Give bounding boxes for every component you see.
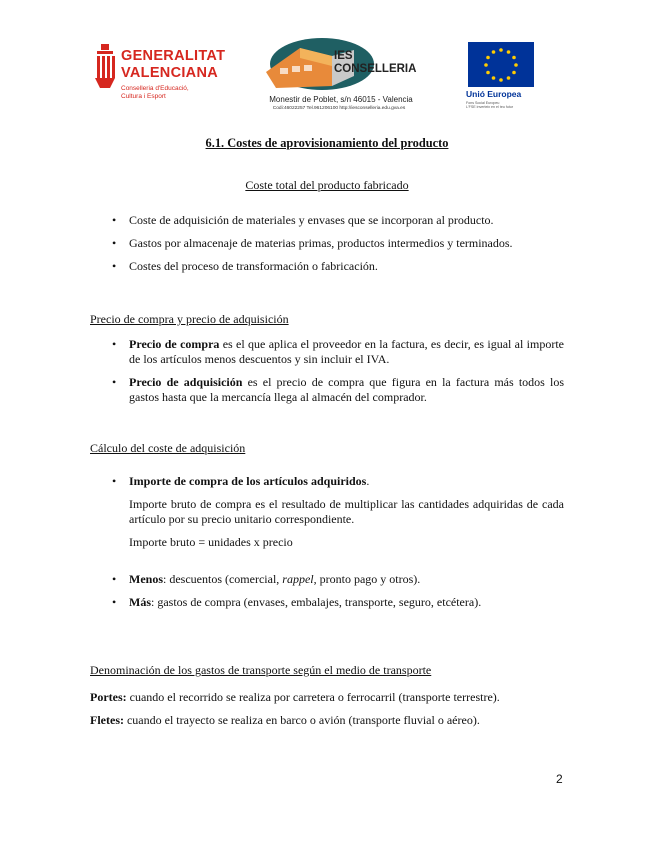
paragraph: Importe bruto de compra es el resultado de multiplicar las cantidades adquiridas de cada artículo por su precio unitario correspondiente.	[129, 497, 564, 526]
cost-list	[90, 213, 564, 274]
ies-address: Monestir de Poblet, s/n 46015 - Valencia	[269, 95, 413, 104]
page-title: 6.1. Costes de aprovisionamiento del producto	[205, 136, 449, 150]
eu-sub1: Fons Social Europeu	[466, 101, 500, 105]
section-subtitle: Coste total del producto fabricado	[245, 178, 409, 192]
definition-row	[90, 690, 564, 705]
transport-definitions	[90, 690, 564, 728]
generalitat-subtitle	[121, 85, 189, 101]
formula: Importe bruto = unidades x precio	[129, 535, 293, 549]
list-item: • Coste de adquisición de materiales y envases que se incorporan al producto.	[90, 213, 564, 228]
page-header	[0, 36, 655, 116]
definition: cuando el recorrido se realiza por carretera o ferrocarril (transporte terrestre).	[126, 690, 500, 704]
section-heading-calculation: Cálculo del coste de adquisición	[90, 441, 246, 455]
ies-line2: CONSELLERIA	[334, 63, 417, 75]
list-item: • Gastos por almacenaje de materias primas, productos intermedios y terminados.	[90, 236, 564, 251]
calculation-list	[90, 474, 564, 610]
gv-sub2: Cultura i Esport	[121, 93, 166, 100]
term: Precio de adquisición	[129, 375, 243, 389]
generalitat-title	[121, 48, 225, 82]
list-item	[90, 595, 564, 610]
term: Más	[129, 595, 151, 609]
generalitat-seal-icon	[94, 44, 116, 90]
ies-logo	[246, 38, 432, 116]
eu-sub2: L'FSE inverteix en el teu futur	[466, 105, 514, 109]
section-heading-transport: Denominación de los gastos de transporte según el medio de transporte	[90, 663, 432, 677]
text: : descuentos (comercial,	[163, 572, 283, 586]
term-end: .	[366, 474, 370, 488]
eu-logo	[466, 42, 536, 116]
ies-name	[334, 50, 416, 76]
term: Portes:	[90, 690, 127, 704]
definition: cuando el trayecto se realiza en barco o avión (transporte fluvial o aéreo).	[123, 713, 480, 727]
gv-line2: VALENCIANA	[121, 65, 218, 81]
price-list	[90, 337, 564, 405]
eu-flag-icon	[468, 42, 534, 87]
ies-contact: Codi:46022257 Tel.961206100 http://iesconselleria.edu.gva.es	[272, 106, 406, 111]
eu-label: Unió Europea	[466, 89, 522, 99]
list-item	[90, 337, 564, 367]
list-item	[90, 572, 564, 587]
eu-subtitle	[466, 101, 536, 109]
definition-row	[90, 713, 564, 728]
text: , pronto pago y otros).	[313, 572, 421, 586]
definition: es el que aplica el proveedor en la factura, es decir, es igual al importe de los artículos menos descuentos y sin incluir el IVA.	[129, 337, 564, 366]
list-item	[90, 474, 564, 550]
term: Fletes:	[90, 713, 124, 727]
text: : gastos de compra (envases, embalajes, transporte, seguro, etcétera).	[151, 595, 482, 609]
ies-line1: IES	[334, 50, 353, 62]
section-heading-prices: Precio de compra y precio de adquisición	[90, 312, 289, 326]
term: Precio de compra	[129, 337, 220, 351]
italic-term: rappel	[282, 572, 314, 586]
gv-sub1: Conselleria d'Educació,	[121, 85, 189, 92]
generalitat-logo	[94, 42, 234, 112]
term: Menos	[129, 572, 163, 586]
term: Importe de compra de los artículos adquiridos	[129, 474, 367, 488]
page-number: 2	[556, 772, 563, 786]
gv-line1: GENERALITAT	[121, 48, 226, 64]
list-item: • Costes del proceso de transformación o fabricación.	[90, 259, 564, 274]
list-item	[90, 375, 564, 405]
document-body	[90, 136, 564, 736]
definition: es el precio de compra que figura en la factura más todos los gastos hasta que la mercancía llega al almacén del comprador.	[129, 375, 564, 404]
